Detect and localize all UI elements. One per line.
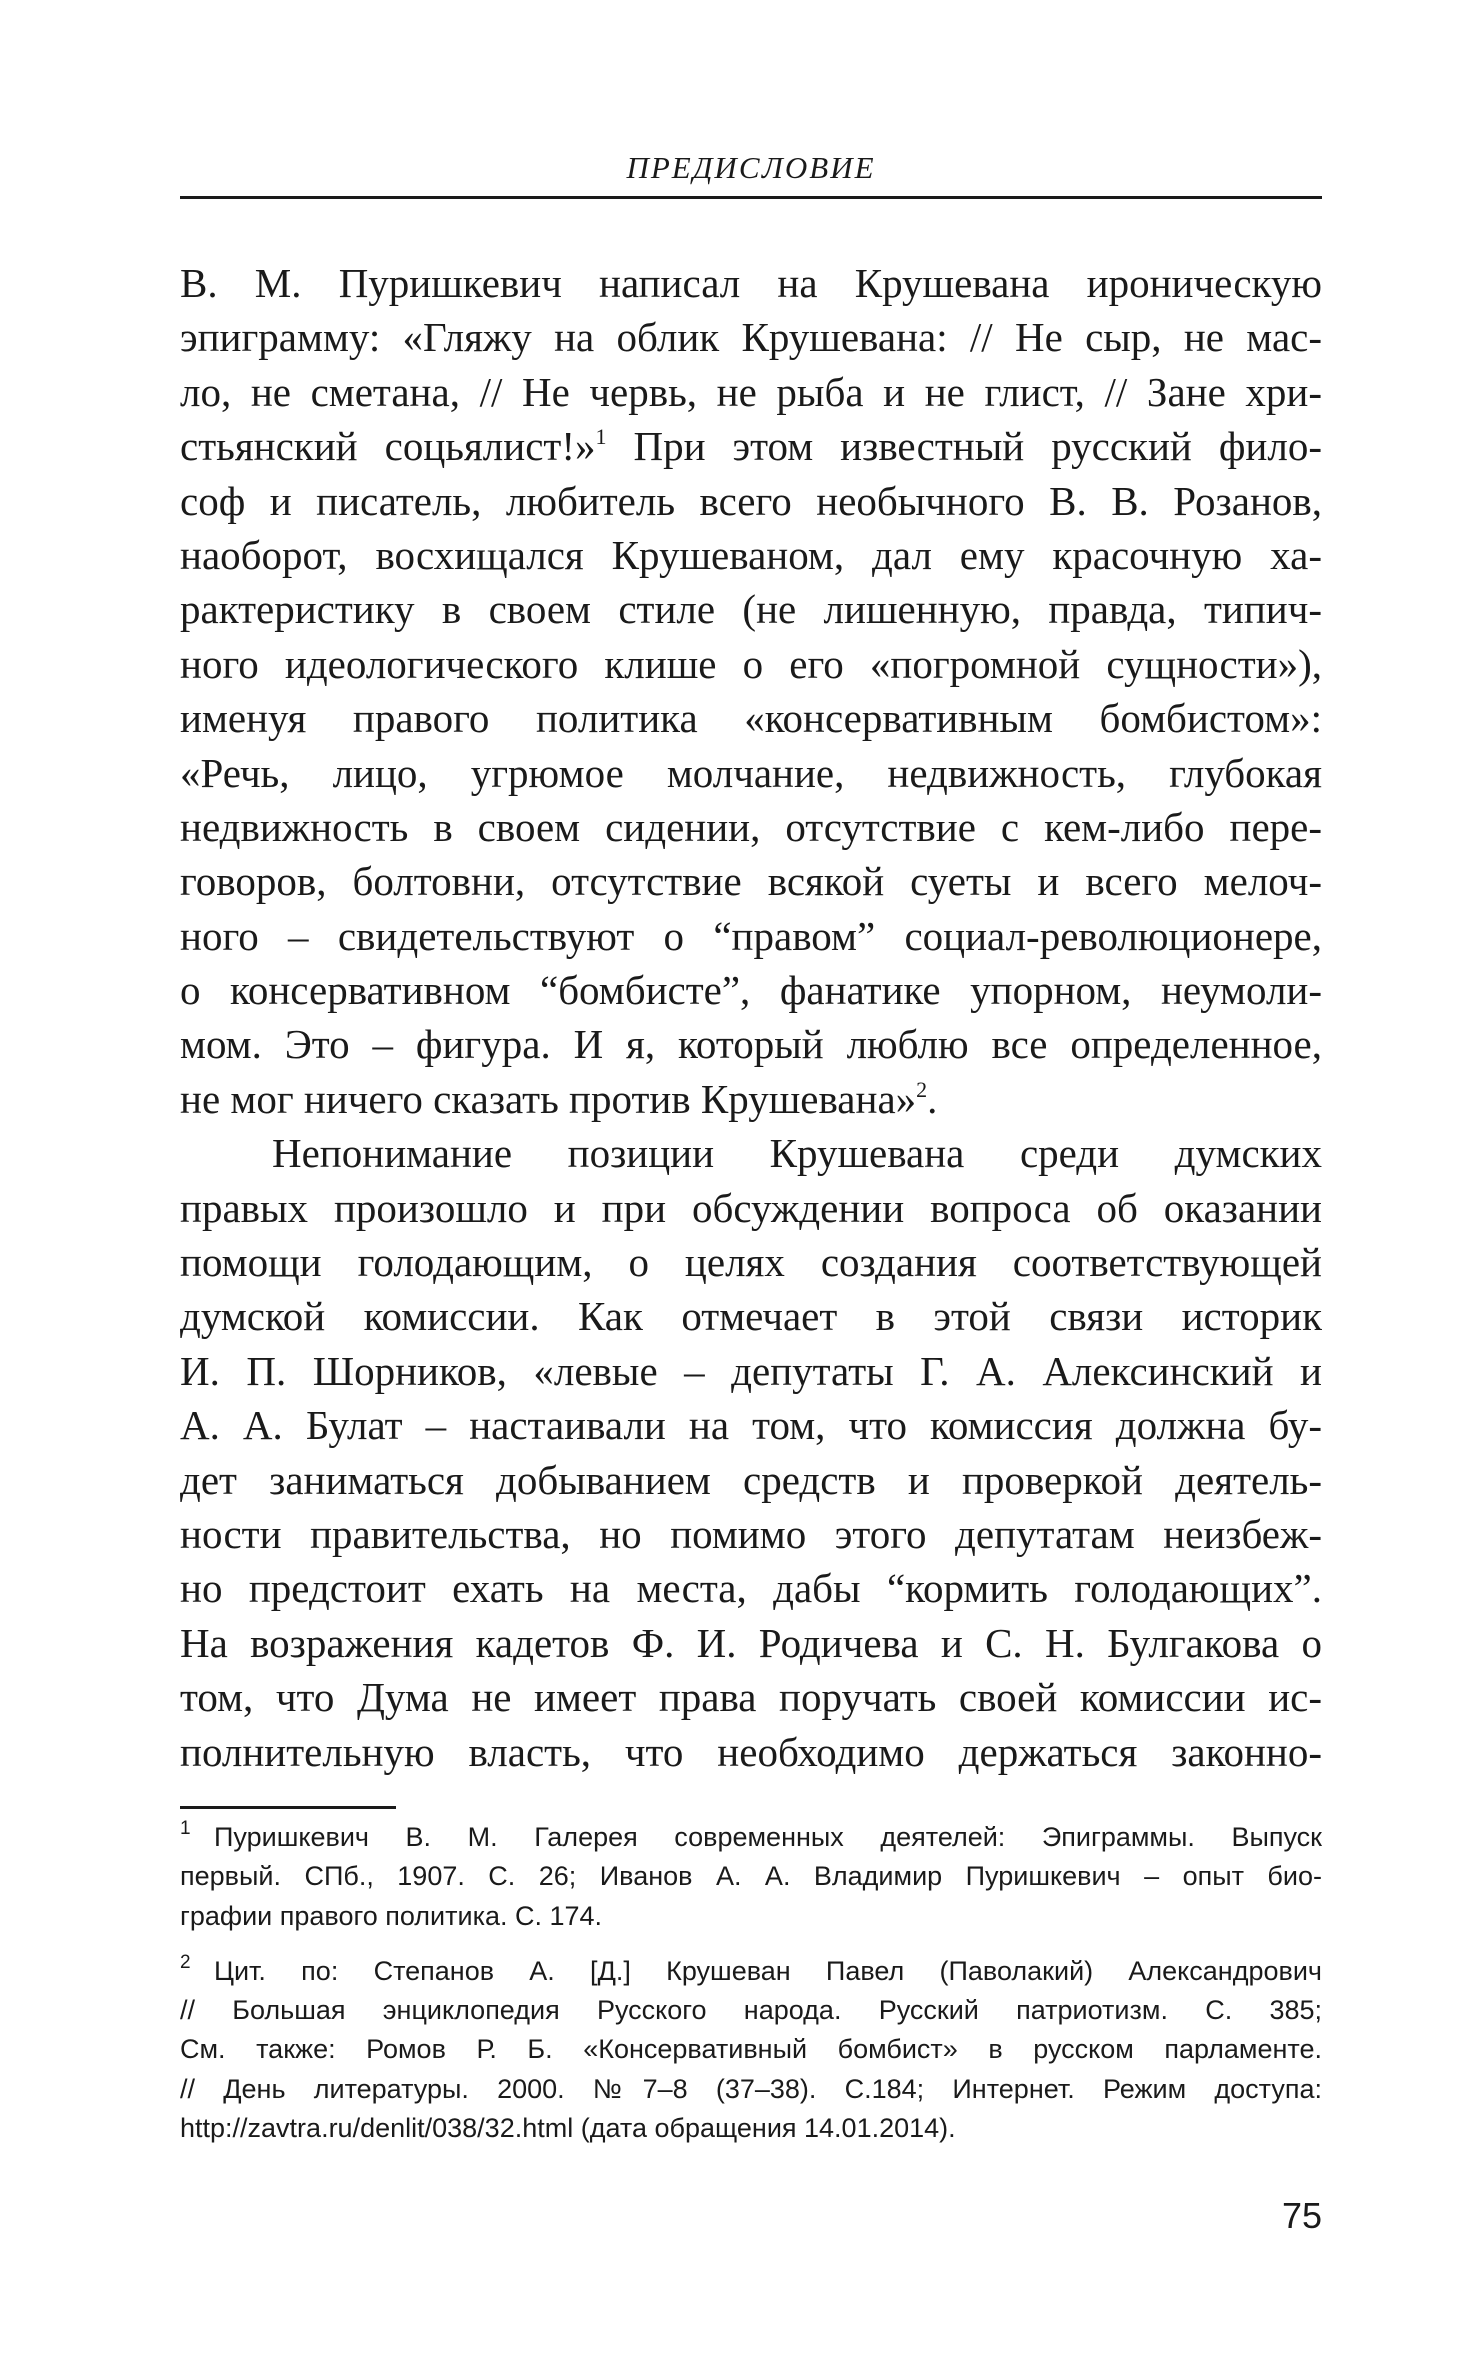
text-line: полнительную власть, что необходимо держаться законно- <box>180 1728 1322 1775</box>
text-line <box>180 1072 1322 1126</box>
text-line: думской комиссии. Как отмечает в этой связи историк <box>180 1293 1322 1340</box>
footnote-line: 1 Пуришкевич В. М. Галерея современных деятелей: Эпиграммы. Выпуск <box>180 1818 1322 1852</box>
running-header-title: ПРЕДИСЛОВИЕ <box>626 150 876 185</box>
text-line <box>180 419 1322 473</box>
text-segment: . <box>927 1075 938 1122</box>
main-text <box>180 256 1322 1779</box>
text-line: В. М. Пуришкевич написал на Крушевана ироническую <box>180 260 1322 306</box>
footnote-line: // День литературы. 2000. №7–8 (37–38). С.184; Интернет. Режим доступа: <box>180 2073 1322 2104</box>
text-line: том, что Дума не имеет права поручать своей комиссии ис- <box>180 1674 1322 1721</box>
footnote-ref-2[interactable]: 2 <box>916 1076 928 1102</box>
footnote-line: графии правого политика. С. 174. <box>180 1900 603 1931</box>
footnote-2 <box>180 1952 1322 2148</box>
text-line: о консервативном “бомбисте”, фанатике упорном, неумоли- <box>180 967 1322 1014</box>
footnote-ref-1[interactable]: 1 <box>595 424 607 450</box>
text-line: мом. Это – фигура. И я, который люблю все определенное, <box>180 1021 1322 1068</box>
text-line: ного идеологического клише о его «погромной сущности»), <box>180 640 1322 687</box>
text-line: На возражения кадетов Ф. И. Родичева и С. Н. Булгакова о <box>180 1619 1322 1666</box>
text-line: соф и писатель, любитель всего необычного В. В. Розанов, <box>180 477 1322 524</box>
footnote-line: 2 Цит. по: Степанов А. [Д.] Крушеван Павел (Паволакий) Александрович <box>180 1951 1322 1986</box>
text-line: ного – свидетельствуют о “правом” социал-революционере, <box>180 912 1322 959</box>
text-line: но предстоит ехать на места, дабы “кормить голодающих”. <box>180 1565 1322 1612</box>
text-segment: стьянский соцьялист!» <box>180 423 596 470</box>
text-line: говоров, болтовни, отсутствие всякой суеты и всего мелоч- <box>180 858 1322 905</box>
text-line: ности правительства, но помимо этого депутатам неизбеж- <box>180 1510 1322 1557</box>
text-line: ло, не сметана, // Не червь, не рыба и не глист, // Зане хри- <box>180 368 1322 415</box>
text-line: наоборот, восхищался Крушеваном, дал ему красочную ха- <box>180 531 1322 578</box>
text-line: недвижность в своем сидении, отсутствие с кем-либо пере- <box>180 803 1322 850</box>
text-segment: не мог ничего сказать против Крушевана» <box>180 1075 917 1122</box>
text-line: рактеристику в своем стиле (не лишенную, правда, типич- <box>180 586 1322 633</box>
footnote-line: первый. СПб., 1907. С. 26; Иванов А. А. Владимир Пуришкевич – опыт био- <box>180 1861 1322 1892</box>
text-line: А. А. Булат – настаивали на том, что комиссия должна бу- <box>180 1402 1322 1449</box>
text-line: эпиграмму: «Гляжу на облик Крушевана: // Не сыр, не мас- <box>180 314 1322 361</box>
text-line: помощи голодающим, о целях создания соответствующей <box>180 1239 1322 1286</box>
text-line: дет заниматься добыванием средств и проверкой деятель- <box>180 1456 1322 1503</box>
footnote-1 <box>180 1818 1322 1936</box>
footnote-line: См. также: Ромов Р. Б. «Консервативный бомбист» в русском парламенте. <box>180 2034 1322 2065</box>
text-line: Непонимание позиции Крушевана среди думских <box>272 1130 1322 1177</box>
text-line: «Речь, лицо, угрюмое молчание, недвижность, глубокая <box>180 749 1322 796</box>
text-segment: Пуришкевич В. М. Галерея современных деятелей: Эпиграммы. Выпуск <box>214 1822 1322 1852</box>
text-line: именуя правого политика «консервативным бомбистом»: <box>180 695 1322 742</box>
footnote-separator <box>180 1806 396 1809</box>
footnote-line: http://zavtra.ru/denlit/038/32.html (дата обращения 14.01.2014). <box>180 2113 956 2144</box>
text-line: И. П. Шорников, «левые – депутаты Г. А. Алексинский и <box>180 1347 1322 1394</box>
header-rule <box>180 196 1322 199</box>
text-line: правых произошло и при обсуждении вопроса об оказании <box>180 1184 1322 1231</box>
text-segment: При этом известный русский фило- <box>606 423 1322 470</box>
footnote-line: // Большая энциклопедия Русского народа. Русский патриотизм. С. 385; <box>180 1995 1322 2026</box>
page-number: 75 <box>1281 2195 1322 2236</box>
footnotes <box>180 1818 1322 2148</box>
text-segment: Цит. по: Степанов А. [Д.] Крушеван Павел (Паволакий) Александрович <box>214 1955 1322 1986</box>
